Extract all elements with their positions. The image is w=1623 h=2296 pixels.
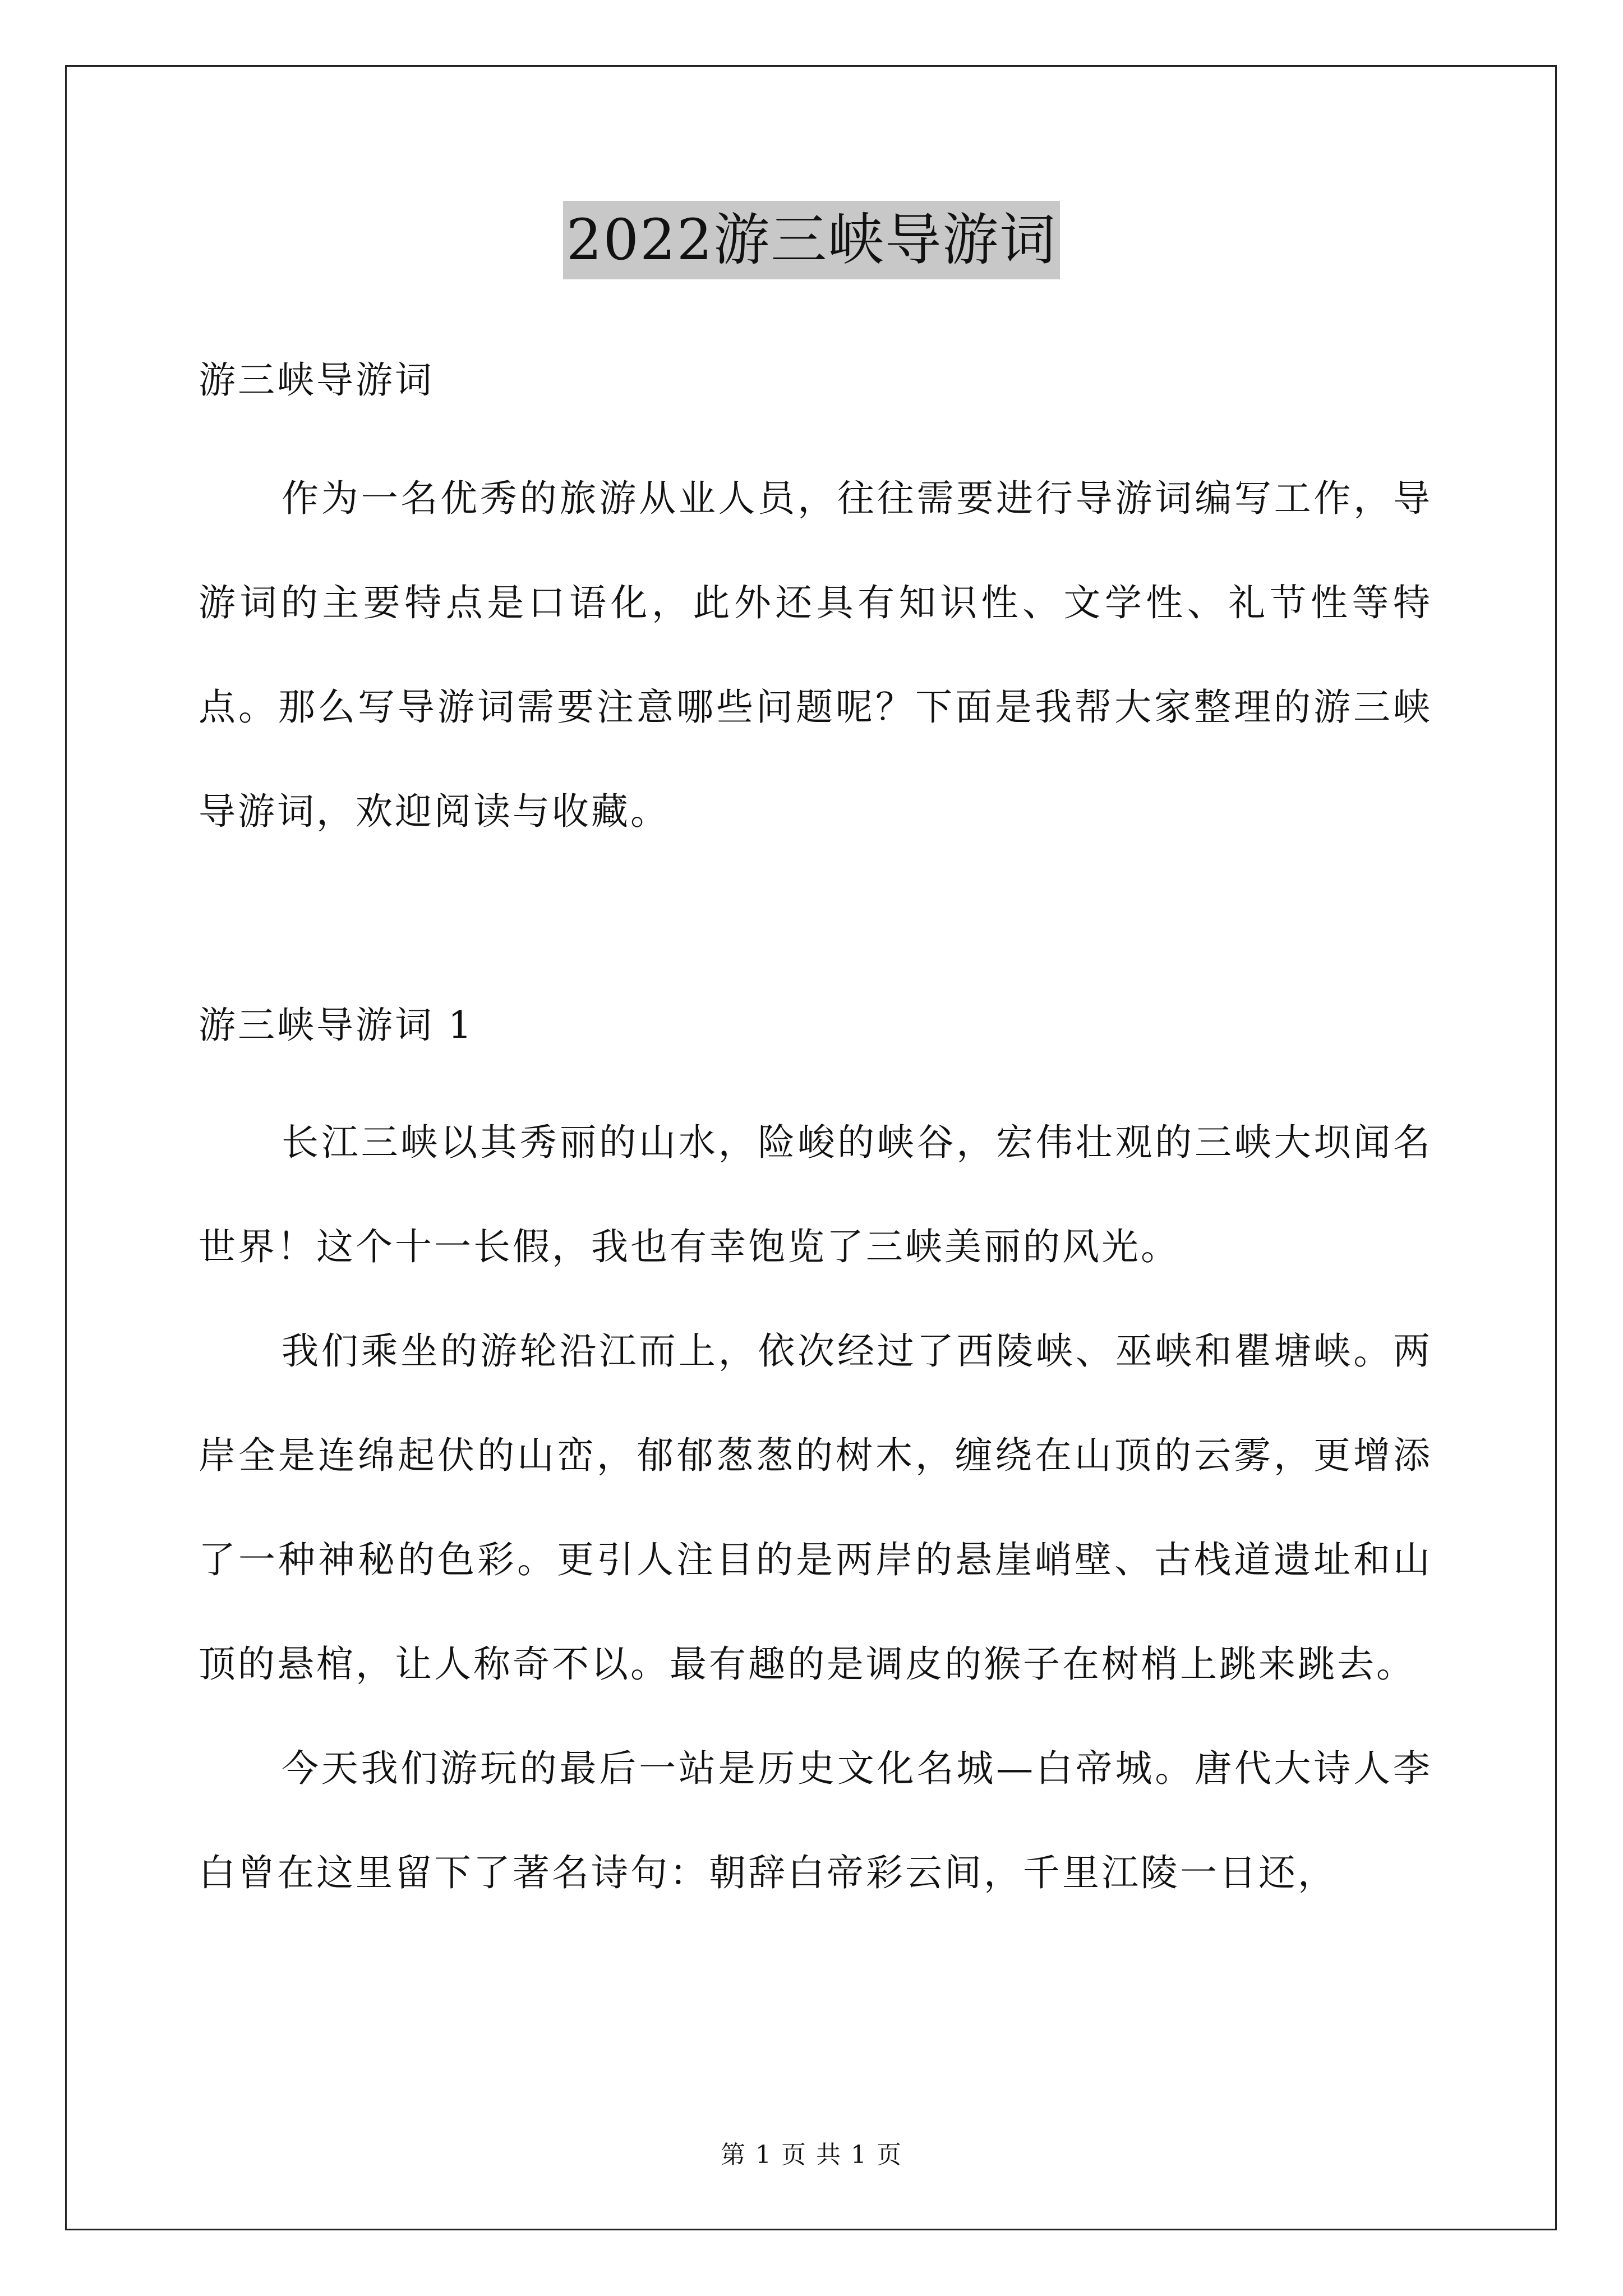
page-footer: 第 1 页 共 1 页 bbox=[721, 2141, 902, 2169]
intro-paragraph: 作为一名优秀的旅游从业人员，往往需要进行导游词编写工作，导游词的主要特点是口语化，此外还具有知识性、文学性、礼节性等特点。那么写导游词需要注意哪些问题呢？下面是我帮大家整理的游三峡导游词，欢迎阅读与收藏。 bbox=[199, 477, 1432, 833]
title-container bbox=[0, 201, 1623, 279]
intro-block bbox=[199, 447, 1432, 864]
document-subtitle: 游三峡导游词 bbox=[199, 358, 434, 402]
section-heading: 游三峡导游词 1 bbox=[199, 1004, 474, 1047]
body-paragraph: 今天我们游玩的最后一站是历史文化名城—白帝城。唐代大诗人李白曾在这里留下了著名诗句：朝辞白帝彩云间，千里江陵一日还， bbox=[199, 1747, 1432, 1894]
body-paragraph: 我们乘坐的游轮沿江而上，依次经过了西陵峡、巫峡和瞿塘峡。两岸全是连绵起伏的山峦，郁郁葱葱的树木，缠绕在山顶的云雾，更增添了一种神秘的色彩。更引人注目的是两岸的悬崖峭壁、古栈道遗址和山顶的悬棺，让人称奇不以。最有趣的是调皮的猴子在树梢上跳来跳去。 bbox=[199, 1329, 1432, 1686]
body-paragraph: 长江三峡以其秀丽的山水，险峻的峡谷，宏伟壮观的三峡大坝闻名世界！这个十一长假，我也有幸饱览了三峡美丽的风光。 bbox=[199, 1121, 1432, 1268]
body-block bbox=[199, 1091, 1432, 1925]
document-title: 2022游三峡导游词 bbox=[563, 201, 1061, 279]
